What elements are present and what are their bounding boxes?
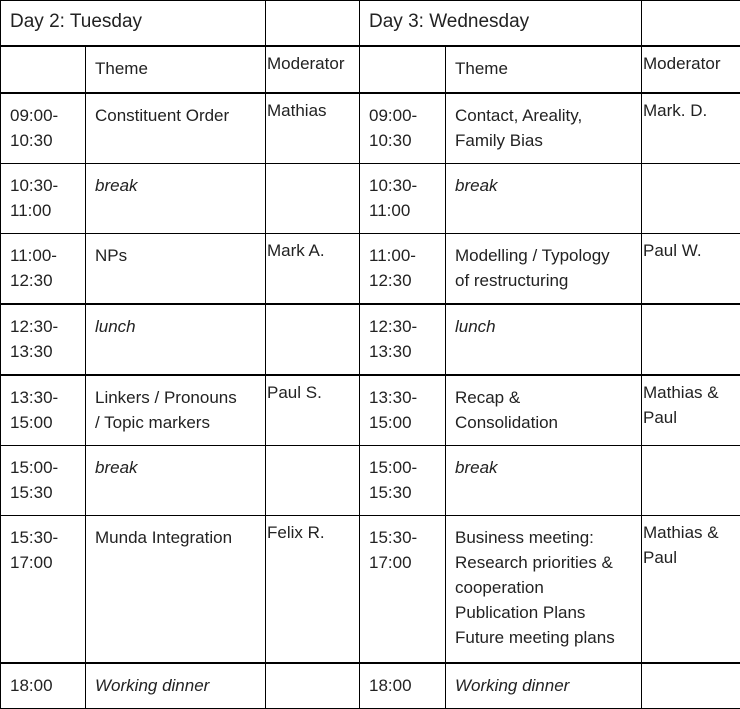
day2-title-spacer xyxy=(266,1,360,47)
day3-theme-cell xyxy=(446,164,642,234)
day2-theme-cell xyxy=(86,234,266,305)
day2-theme-text: break xyxy=(86,446,265,480)
day3-moderator-cell xyxy=(642,446,740,516)
day2-moderator-cell xyxy=(266,93,360,164)
day2-time-text: 10:30- 11:00 xyxy=(1,164,85,223)
day2-time-cell xyxy=(1,234,86,305)
day3-theme-cell xyxy=(446,663,642,709)
day2-time-text: 15:00- 15:30 xyxy=(1,446,85,505)
day3-theme-cell xyxy=(446,93,642,164)
day2-moderator-cell xyxy=(266,446,360,516)
day3-time-text: 10:30- 11:00 xyxy=(360,164,445,223)
day3-moderator-header-cell xyxy=(642,46,740,93)
day3-time-cell xyxy=(360,164,446,234)
day3-time-cell xyxy=(360,93,446,164)
day2-title: Day 2: Tuesday xyxy=(1,1,265,34)
day2-moderator-cell xyxy=(266,304,360,375)
day2-theme-cell xyxy=(86,446,266,516)
day3-theme-cell xyxy=(446,234,642,305)
day2-time-text: 15:30- 17:00 xyxy=(1,516,85,575)
day2-theme-header: Theme xyxy=(86,47,265,81)
day3-moderator-text: Mark. D. xyxy=(642,94,740,123)
day3-moderator-text: Mathias & Paul xyxy=(642,376,740,430)
day3-moderator-cell xyxy=(642,663,740,709)
day3-moderator-text xyxy=(642,164,740,168)
schedule-row xyxy=(1,164,740,234)
day3-time-text: 09:00- 10:30 xyxy=(360,94,445,153)
day3-title-spacer xyxy=(642,1,740,47)
day3-time-header xyxy=(360,46,446,93)
day2-theme-text: break xyxy=(86,164,265,198)
day3-time-cell xyxy=(360,375,446,446)
day2-theme-cell xyxy=(86,93,266,164)
schedule-row xyxy=(1,93,740,164)
day3-moderator-cell xyxy=(642,375,740,446)
day2-time-text: 13:30- 15:00 xyxy=(1,376,85,435)
schedule-row xyxy=(1,304,740,375)
day2-moderator-cell xyxy=(266,516,360,664)
day2-time-cell xyxy=(1,375,86,446)
day2-time-text: 18:00 xyxy=(1,664,85,698)
day2-time-cell xyxy=(1,516,86,664)
day3-theme-text: Contact, Areality, Family Bias xyxy=(446,94,641,153)
day3-moderator-cell xyxy=(642,304,740,375)
day2-time-cell xyxy=(1,304,86,375)
day3-theme-text: lunch xyxy=(446,305,641,339)
day2-theme-text: NPs xyxy=(86,234,265,268)
day2-theme-text: lunch xyxy=(86,305,265,339)
day2-moderator-text xyxy=(266,164,359,168)
schedule-row xyxy=(1,234,740,305)
day3-theme-text: Modelling / Typology of restructuring xyxy=(446,234,641,293)
day3-time-text: 13:30- 15:00 xyxy=(360,376,445,435)
schedule-row xyxy=(1,516,740,664)
day3-moderator-text xyxy=(642,446,740,450)
day2-time-cell xyxy=(1,663,86,709)
day2-moderator-text: Mark A. xyxy=(266,234,359,263)
column-header-row xyxy=(1,46,740,93)
day3-theme-text: Working dinner xyxy=(446,664,641,698)
day3-time-cell xyxy=(360,446,446,516)
schedule-rows xyxy=(1,93,740,709)
day3-time-text: 15:00- 15:30 xyxy=(360,446,445,505)
day3-title: Day 3: Wednesday xyxy=(360,1,641,34)
day3-moderator-text xyxy=(642,664,740,668)
day3-theme-cell xyxy=(446,375,642,446)
day2-theme-cell xyxy=(86,375,266,446)
day3-moderator-text: Mathias & Paul xyxy=(642,516,740,570)
day2-moderator-cell xyxy=(266,234,360,305)
day2-time-cell xyxy=(1,93,86,164)
day2-moderator-text xyxy=(266,446,359,450)
day3-title-cell xyxy=(360,1,642,47)
schedule-row xyxy=(1,663,740,709)
day2-theme-text: Constituent Order xyxy=(86,94,265,128)
day2-time-text: 11:00- 12:30 xyxy=(1,234,85,293)
day3-time-cell xyxy=(360,516,446,664)
day3-theme-cell xyxy=(446,304,642,375)
day2-time-header xyxy=(1,46,86,93)
day2-moderator-cell xyxy=(266,663,360,709)
day-header-row xyxy=(1,1,740,47)
day2-time-cell xyxy=(1,164,86,234)
day3-time-cell xyxy=(360,304,446,375)
schedule-row xyxy=(1,446,740,516)
day3-theme-text: Business meeting: Research priorities & cooperation Publication Plans Future meeting plans xyxy=(446,516,641,650)
day2-theme-cell xyxy=(86,663,266,709)
day2-moderator-text xyxy=(266,305,359,309)
day3-theme-text: break xyxy=(446,446,641,480)
day3-theme-header-cell xyxy=(446,46,642,93)
day3-moderator-cell xyxy=(642,93,740,164)
day2-moderator-cell xyxy=(266,375,360,446)
day2-title-cell xyxy=(1,1,266,47)
day2-moderator-header-cell xyxy=(266,46,360,93)
day3-moderator-text: Paul W. xyxy=(642,234,740,263)
day3-time-cell xyxy=(360,234,446,305)
day2-theme-header-cell xyxy=(86,46,266,93)
day2-moderator-cell xyxy=(266,164,360,234)
day2-theme-cell xyxy=(86,304,266,375)
day3-moderator-cell xyxy=(642,164,740,234)
day2-moderator-text: Felix R. xyxy=(266,516,359,545)
day3-moderator-cell xyxy=(642,234,740,305)
day2-moderator-text xyxy=(266,664,359,668)
day3-moderator-header: Moderator xyxy=(642,47,740,76)
day3-time-cell xyxy=(360,663,446,709)
day2-theme-cell xyxy=(86,164,266,234)
schedule-row xyxy=(1,375,740,446)
day2-theme-cell xyxy=(86,516,266,664)
day2-time-cell xyxy=(1,446,86,516)
day2-time-text: 12:30- 13:30 xyxy=(1,305,85,364)
day3-theme-text: Recap & Consolidation xyxy=(446,376,641,435)
day2-time-text: 09:00- 10:30 xyxy=(1,94,85,153)
day3-moderator-text xyxy=(642,305,740,309)
day3-time-text: 15:30- 17:00 xyxy=(360,516,445,575)
day2-moderator-text: Paul S. xyxy=(266,376,359,405)
day3-time-text: 18:00 xyxy=(360,664,445,698)
day3-moderator-cell xyxy=(642,516,740,664)
day2-theme-text: Working dinner xyxy=(86,664,265,698)
day2-theme-text: Munda Integration xyxy=(86,516,265,550)
day3-time-text: 11:00- 12:30 xyxy=(360,234,445,293)
day2-moderator-header: Moderator xyxy=(266,47,359,76)
day2-moderator-text: Mathias xyxy=(266,94,359,123)
day3-time-text: 12:30- 13:30 xyxy=(360,305,445,364)
day3-theme-header: Theme xyxy=(446,47,641,81)
day3-theme-text: break xyxy=(446,164,641,198)
day3-theme-cell xyxy=(446,516,642,664)
day2-theme-text: Linkers / Pronouns / Topic markers xyxy=(86,376,265,435)
day3-theme-cell xyxy=(446,446,642,516)
